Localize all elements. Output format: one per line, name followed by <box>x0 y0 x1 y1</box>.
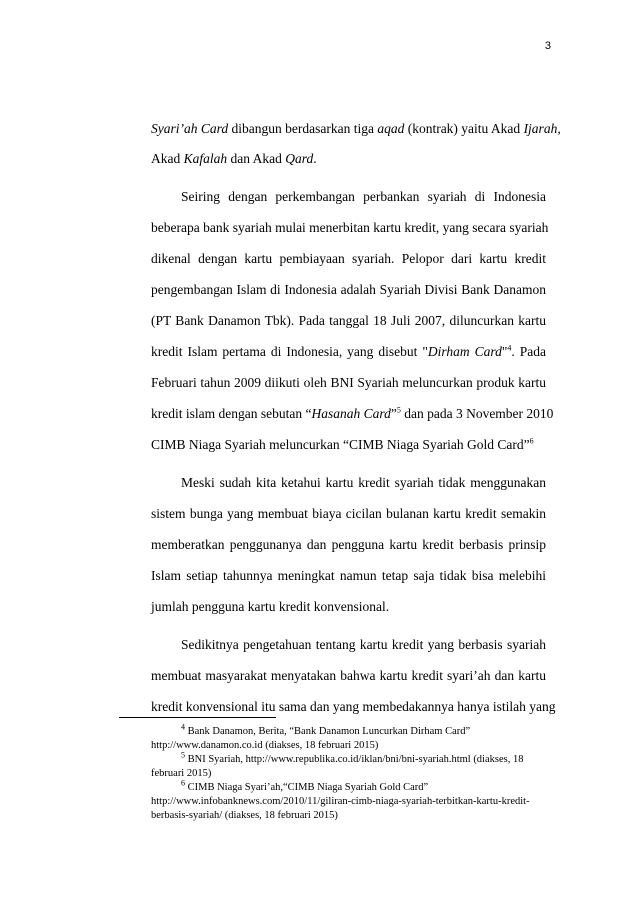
text-run: CIMB Niaga Syariah meluncurkan “CIMB Niaga Syariah Gold Card” <box>151 437 530 452</box>
body-line <box>151 599 546 615</box>
italic-term: Ijarah, <box>523 121 561 136</box>
text-run: berbasis-syariah/ (diakses, 18 februari 2015) <box>151 810 338 821</box>
body-line <box>151 121 561 137</box>
footnote-ref: 4 <box>181 722 185 732</box>
body-line <box>181 475 546 491</box>
footnote-line <box>151 809 546 822</box>
body-line <box>151 405 554 422</box>
text-run: dan pada 3 November 2010 <box>400 406 554 421</box>
body-line <box>151 568 546 584</box>
body-line <box>151 344 546 360</box>
footnote-line <box>181 778 546 794</box>
footnote-ref: 5 <box>181 750 185 760</box>
footnote-ref: 6 <box>181 778 185 788</box>
footnote-ref: 5 <box>396 405 401 415</box>
footnote-line <box>151 767 546 780</box>
text-run: Akad <box>151 151 184 166</box>
body-line <box>151 282 546 298</box>
text-run: beberapa bank syariah mulai menerbitan kartu kredit, yang secara syariah <box>151 220 549 235</box>
footnote-line <box>181 750 546 766</box>
body-line <box>151 437 546 453</box>
body-line <box>181 189 546 205</box>
text-run: dan Akad <box>227 151 286 166</box>
text-run: Seiring dengan perkembangan perbankan syariah di Indonesia <box>181 189 546 204</box>
italic-term: Qard <box>285 151 314 166</box>
italic-term: Dirham Card <box>427 344 502 359</box>
body-line <box>151 251 546 267</box>
footnote-ref: 6 <box>529 436 534 446</box>
footnote-ref: 4 <box>507 343 512 353</box>
page-number: 3 <box>544 40 551 52</box>
body-line <box>151 313 546 329</box>
text-run: memberatkan penggunanya dan pengguna kartu kredit berbasis prinsip <box>151 537 546 552</box>
text-run: Islam setiap tahunnya meningkat namun tetap saja tidak bisa melebihi <box>151 568 546 583</box>
text-run: Sedikitnya pengetahuan tentang kartu kredit yang berbasis syariah <box>181 637 546 652</box>
text-run: (PT Bank Danamon Tbk). Pada tanggal 18 Juli 2007, diluncurkan kartu <box>151 313 546 328</box>
italic-term: aqad <box>377 121 405 136</box>
text-run: ” <box>390 406 397 421</box>
body-line <box>181 637 546 653</box>
text-run: . <box>313 151 317 166</box>
body-line <box>151 699 556 715</box>
text-run: kredit Islam pertama di Indonesia, yang disebut " <box>151 344 428 359</box>
footnote-line <box>151 739 546 752</box>
text-run: Meski sudah kita ketahui kartu kredit syariah tidak menggunakan <box>181 475 546 490</box>
footnote-line <box>181 722 546 738</box>
text-run: http://www.infobanknews.com/2010/11/giliran-cimb-niaga-syariah-terbitkan-kartu-kredit- <box>151 796 530 807</box>
text-run: kredit konvensional itu sama dan yang membedakannya hanya istilah yang <box>151 699 556 714</box>
text-run: pengembangan Islam di Indonesia adalah Syariah Divisi Bank Danamon <box>151 282 546 297</box>
body-line <box>151 151 546 167</box>
text-run: http://www.danamon.co.id (diakses, 18 februari 2015) <box>151 740 379 751</box>
text-run: februari 2015) <box>151 768 212 779</box>
italic-term: Kafalah <box>183 151 228 166</box>
text-run: " <box>501 344 508 359</box>
footnote-separator <box>119 717 276 718</box>
text-run: membuat masyarakat menyatakan bahwa kartu kredit syari’ah dan kartu <box>151 668 546 683</box>
text-run: dibangun berdasarkan tiga <box>228 121 378 136</box>
text-run: kredit islam dengan sebutan “ <box>151 406 312 421</box>
text-run: sistem bunga yang membuat biaya cicilan bulanan kartu kredit semakin <box>151 506 546 521</box>
body-line <box>151 220 549 236</box>
body-line <box>151 537 546 553</box>
text-run: . Pada <box>511 344 546 359</box>
text-run: Februari tahun 2009 diikuti oleh BNI Syariah meluncurkan produk kartu <box>151 375 546 390</box>
body-line <box>151 668 546 684</box>
body-line <box>151 375 546 391</box>
text-run: Bank Danamon, Berita, “Bank Danamon Luncurkan Dirham Card” <box>185 726 471 737</box>
text-run: (kontrak) yaitu Akad <box>404 121 524 136</box>
text-run: CIMB Niaga Syari’ah,“CIMB Niaga Syariah Gold Card” <box>185 782 429 793</box>
italic-term: Syari’ah Card <box>151 121 229 136</box>
text-run: dikenal dengan kartu pembiayaan syariah. Pelopor dari kartu kredit <box>151 251 546 266</box>
text-run: jumlah pengguna kartu kredit konvensional. <box>151 599 390 614</box>
text-run: BNI Syariah, http://www.republika.co.id/iklan/bni/bni-syariah.html (diakses, 18 <box>185 754 524 765</box>
body-line <box>151 506 546 522</box>
italic-term: Hasanah Card <box>311 406 391 421</box>
footnote-line <box>151 795 546 808</box>
